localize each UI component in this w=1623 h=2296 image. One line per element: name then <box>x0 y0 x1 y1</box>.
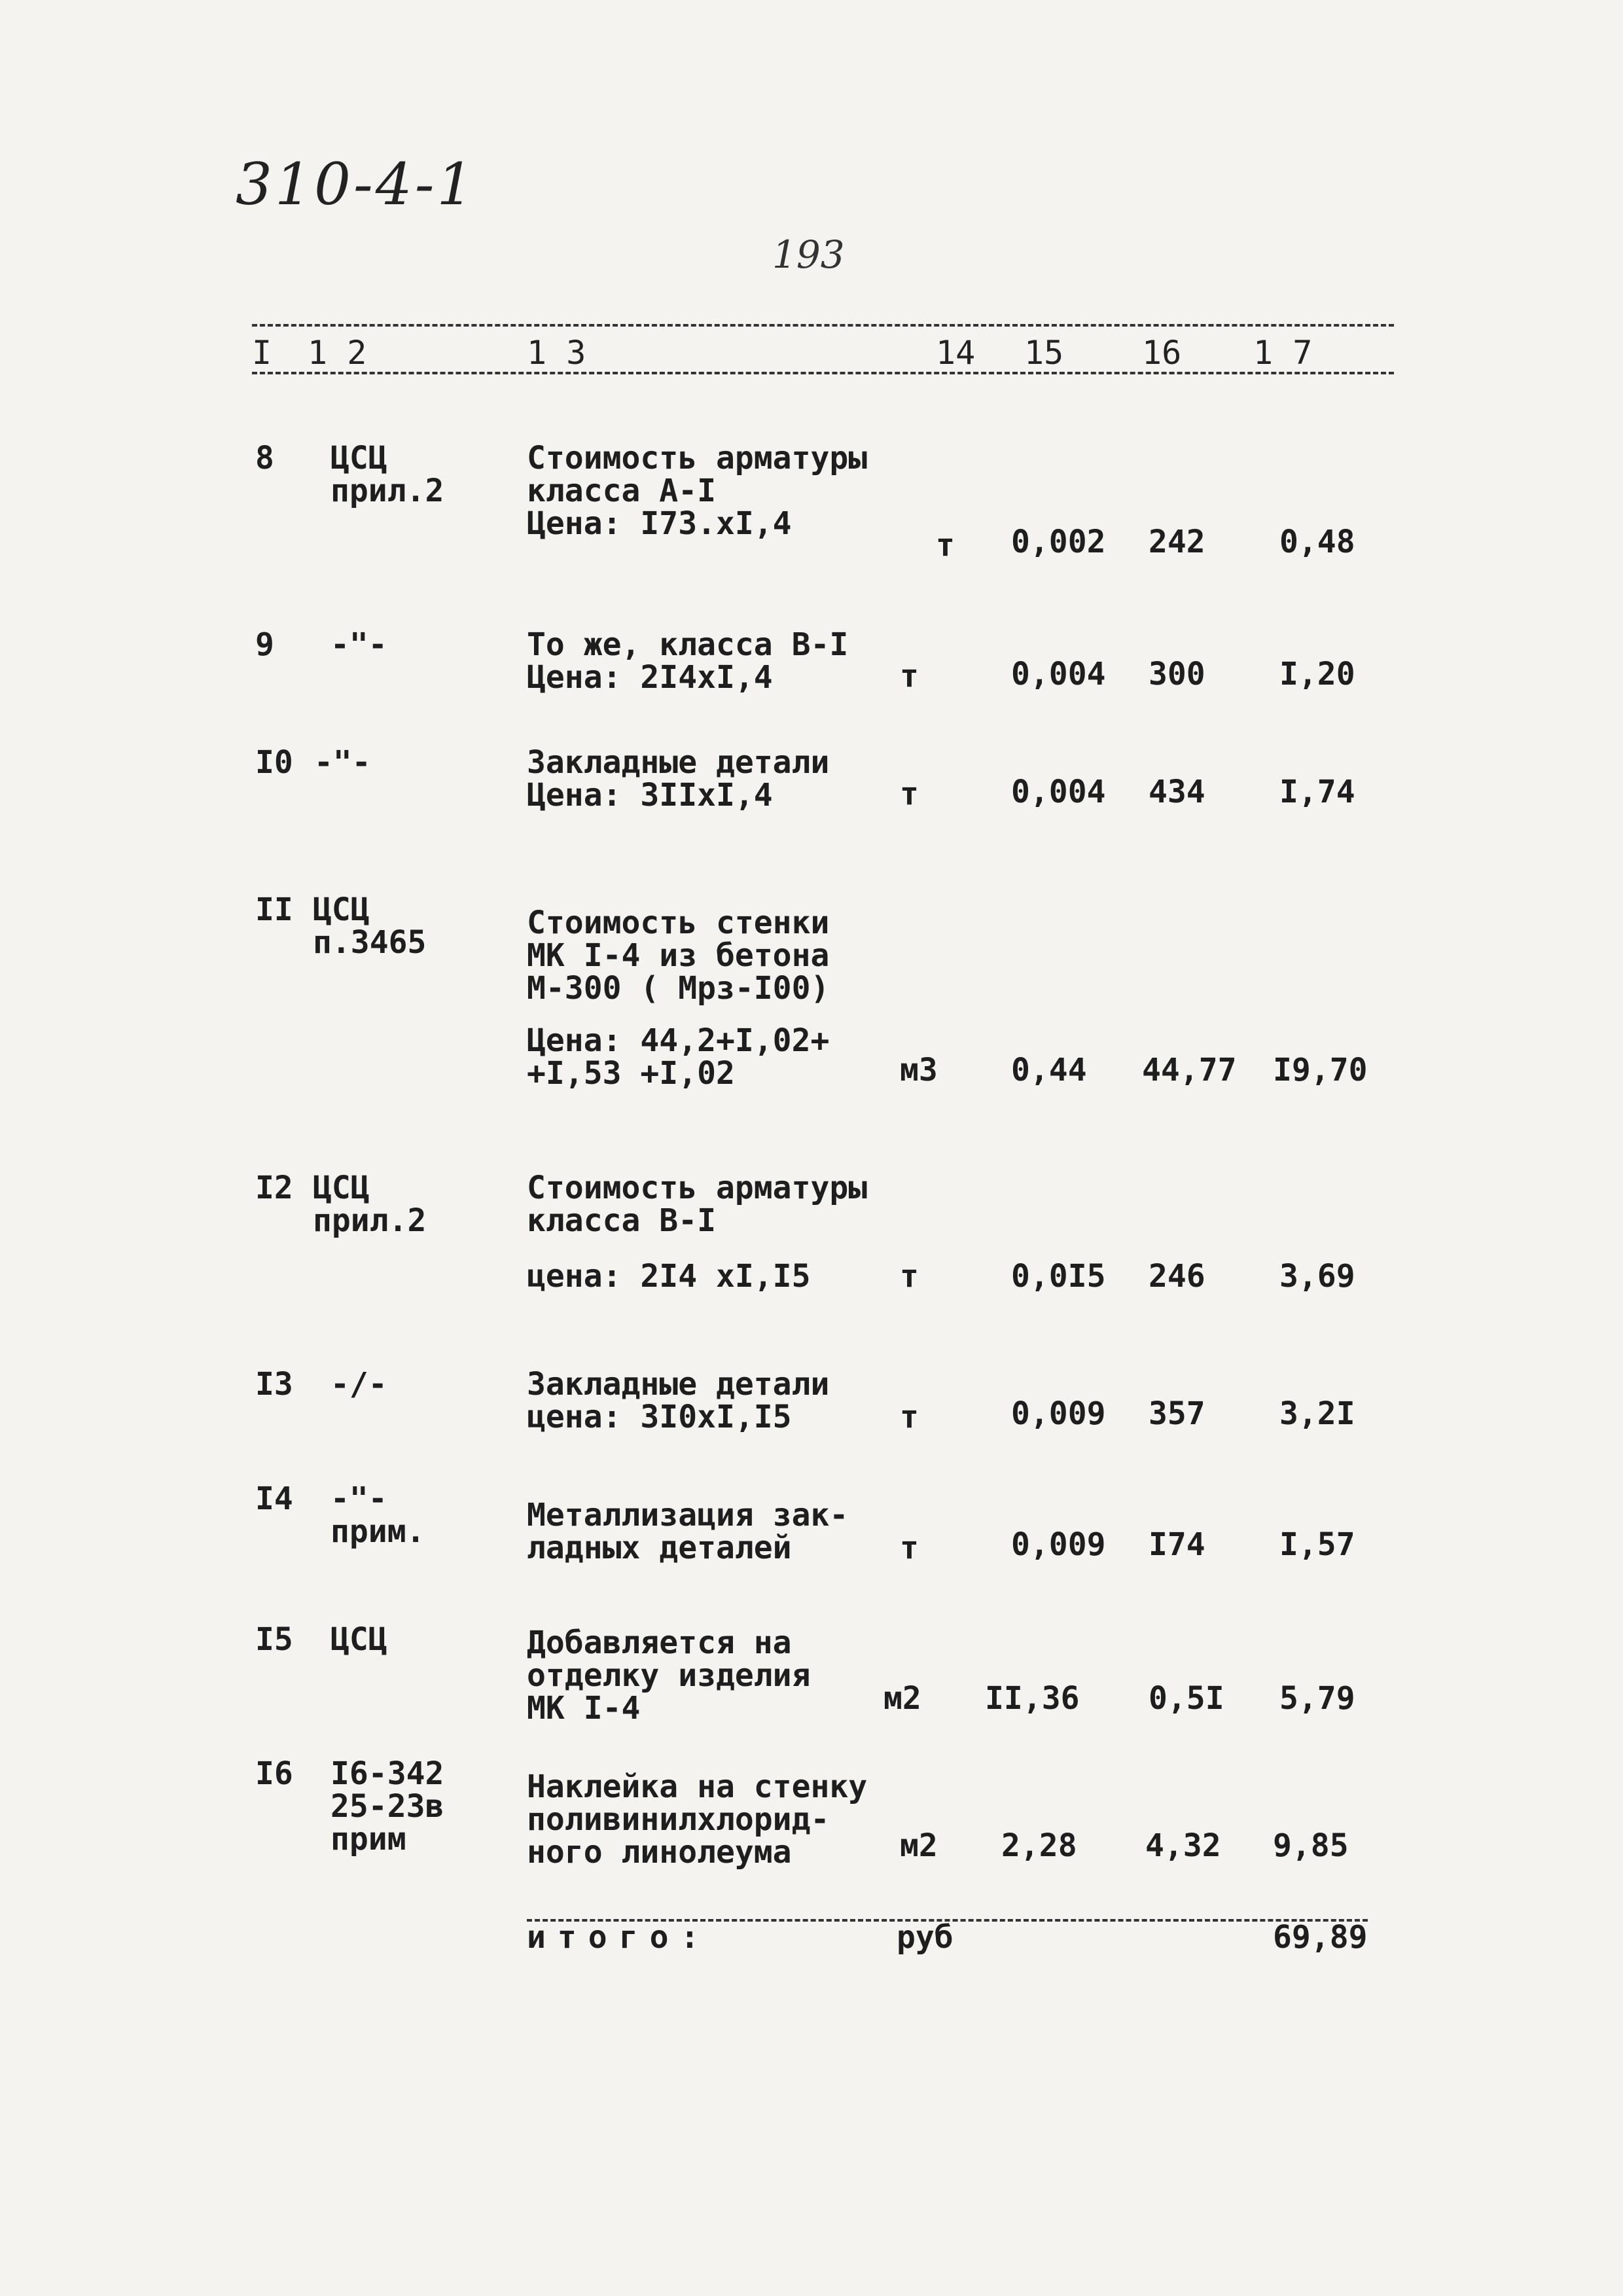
row-description: Стоимость стенки МК I-4 из бетона М-300 ( Мрз-I00) <box>527 905 830 1007</box>
row-quantity: 0,009 <box>1011 1526 1106 1563</box>
row-description: Добавляется на отделку изделия МК I-4 <box>527 1624 811 1727</box>
row-reference: ЦСЦ прил.2 <box>330 440 444 509</box>
row-sum: I,74 <box>1279 774 1355 810</box>
row-unit: м2 <box>900 1827 938 1864</box>
row-sum: 9,85 <box>1273 1827 1349 1864</box>
row-number: 8 <box>255 440 274 476</box>
row-sum: 0,48 <box>1279 524 1355 560</box>
row-reference: ЦСЦ п.3465 <box>313 891 427 961</box>
row-description-price: Цена: 44,2+I,02+ +I,53 +I,02 <box>527 1022 830 1092</box>
row-description-price: цена: 2I4 xI,I5 <box>527 1258 811 1295</box>
row-unit: м2 <box>883 1680 921 1717</box>
header-bottom-rule <box>252 372 1394 374</box>
total-label: итого: <box>527 1919 711 1956</box>
row-unit: т <box>936 527 955 564</box>
row-quantity: 0,0I5 <box>1011 1258 1106 1295</box>
row-reference: ЦСЦ <box>330 1621 387 1658</box>
row-price: 246 <box>1149 1258 1205 1295</box>
page-number: 193 <box>772 232 845 277</box>
row-number: I2 <box>255 1170 293 1206</box>
row-sum: I9,70 <box>1273 1052 1368 1088</box>
row-number: I4 <box>255 1480 293 1517</box>
row-reference: ЦСЦ прил.2 <box>313 1170 427 1239</box>
row-price: 44,77 <box>1142 1052 1237 1088</box>
row-quantity: 0,004 <box>1011 774 1106 810</box>
row-description: Закладные детали Цена: 3IIxI,4 <box>527 744 830 814</box>
document-code: 310-4-1 <box>236 151 476 218</box>
row-number: I5 <box>255 1621 293 1658</box>
row-quantity: 0,004 <box>1011 656 1106 692</box>
header-top-rule <box>252 324 1394 327</box>
row-price: I74 <box>1149 1526 1205 1563</box>
row-sum: 3,2I <box>1279 1395 1355 1432</box>
row-price: 242 <box>1149 524 1205 560</box>
header-col-7: 1 7 <box>1253 334 1313 372</box>
header-col-4: 14 <box>936 334 976 372</box>
row-description: Стоимость арматуры класса А-I Цена: I73.xI,4 <box>527 440 868 542</box>
row-unit: т <box>900 1399 919 1435</box>
header-col-6: 16 <box>1142 334 1182 372</box>
header-col-5: 15 <box>1024 334 1064 372</box>
row-reference: I6-342 25-23в прим <box>330 1755 444 1857</box>
row-number: I3 <box>255 1366 293 1403</box>
row-number: II <box>255 891 293 928</box>
row-unit: т <box>900 1530 919 1566</box>
row-price: 4,32 <box>1145 1827 1221 1864</box>
row-unit: т <box>900 776 919 812</box>
row-unit: м3 <box>900 1052 938 1088</box>
row-sum: I,57 <box>1279 1526 1355 1563</box>
row-number: 9 <box>255 626 274 663</box>
row-reference: -"- <box>330 626 387 663</box>
row-number: I0 <box>255 744 293 781</box>
row-description: Металлизация зак- ладных деталей <box>527 1497 849 1566</box>
total-sum: 69,89 <box>1273 1919 1368 1956</box>
row-description: То же, класса В-I Цена: 2I4xI,4 <box>527 626 849 696</box>
row-unit: т <box>900 658 919 694</box>
row-reference: -"- прим. <box>330 1480 425 1550</box>
row-price: 357 <box>1149 1395 1205 1432</box>
row-unit: т <box>900 1258 919 1295</box>
row-description: Закладные детали цена: 3I0xI,I5 <box>527 1366 830 1435</box>
row-reference: -/- <box>330 1366 387 1403</box>
row-price: 0,5I <box>1149 1680 1224 1717</box>
row-quantity: 0,002 <box>1011 524 1106 560</box>
total-unit: руб <box>897 1919 954 1956</box>
row-reference: -"- <box>314 744 371 781</box>
row-description: Наклейка на стенку поливинилхлорид- ного линолеума <box>527 1768 868 1871</box>
row-quantity: II,36 <box>985 1680 1080 1717</box>
row-description: Стоимость арматуры класса В-I <box>527 1170 868 1239</box>
header-col-2: 1 2 <box>308 334 367 372</box>
row-number: I6 <box>255 1755 293 1792</box>
row-price: 434 <box>1149 774 1205 810</box>
header-col-3: 1 3 <box>527 334 586 372</box>
row-price: 300 <box>1149 656 1205 692</box>
row-quantity: 2,28 <box>1001 1827 1077 1864</box>
row-sum: 5,79 <box>1279 1680 1355 1717</box>
row-quantity: 0,44 <box>1011 1052 1087 1088</box>
header-col-1: I <box>252 334 272 372</box>
row-quantity: 0,009 <box>1011 1395 1106 1432</box>
row-sum: 3,69 <box>1279 1258 1355 1295</box>
row-sum: I,20 <box>1279 656 1355 692</box>
